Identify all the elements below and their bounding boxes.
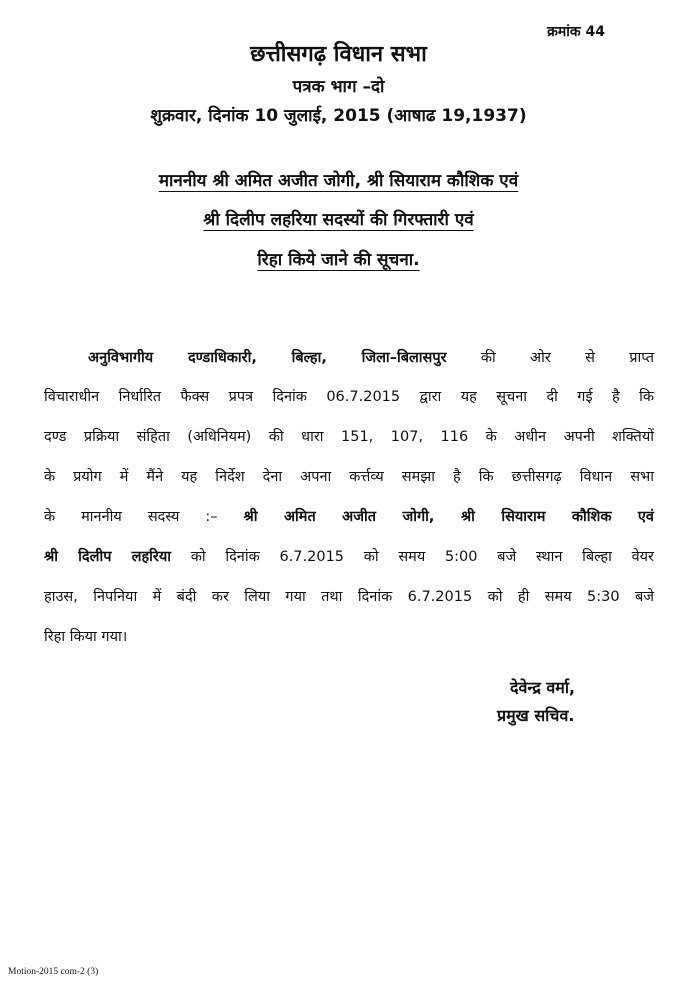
subject-text-1: माननीय श्री अमित अजीत जोगी, श्री सियाराम कौशिक एवं	[158, 171, 519, 191]
body-members-names: श्री अमित अजीत जोगी, श्री सियाराम कौशिक एवं	[243, 509, 654, 525]
subject-line-2	[0, 207, 677, 230]
body-line-6-rest: को दिनांक 6.7.2015 को समय 5:00 बजे स्थान बिल्हा वेयर	[171, 549, 654, 565]
subject-text-3: रिहा किये जाने की सूचना.	[257, 250, 420, 270]
body-line-5-prefix: के माननीय सदस्य :–	[44, 509, 244, 525]
body-official-name: अनुविभागीय दण्डाधिकारी, बिल्हा, जिला–बिलासपुर	[88, 350, 447, 366]
bulletin-date: शुक्रवार, दिनांक 10 जुलाई, 2015 (आषाढ 19,1937)	[150, 106, 527, 126]
signatory-designation: प्रमुख सचिव.	[497, 706, 575, 725]
body-line-4: के प्रयोग में मैंने यह निर्देश देना अपना कर्त्तव्य समझा है कि छत्तीसगढ़ विधान सभा	[44, 469, 654, 485]
body-line-3: दण्ड प्रक्रिया संहिता (अधिनियम) की धारा 151, 107, 116 के अधीन अपनी शक्तियों	[44, 429, 654, 445]
signatory-name: देवेन्द्र वर्मा,	[510, 678, 576, 697]
subject-line-3	[0, 247, 677, 270]
body-line-1	[44, 347, 654, 367]
body-line-1-rest: की ओर से प्राप्त	[446, 350, 654, 366]
body-line-8: रिहा किया गया।	[44, 629, 128, 645]
bulletin-part: पत्रक भाग –दो	[292, 77, 385, 97]
body-line-5	[44, 506, 654, 526]
subject-text-2: श्री दिलीप लहरिया सदस्यों की गिरफ्तारी एवं	[203, 210, 474, 230]
subject-line-1	[0, 168, 677, 191]
body-line-2: विचाराधीन निर्धारित फैक्स प्रपत्र दिनांक 06.7.2015 द्वारा यह सूचना दी गई है कि	[44, 389, 654, 405]
serial-number: क्रमांक 44	[547, 24, 605, 40]
body-line-6	[44, 546, 654, 566]
assembly-title: छत्तीसगढ़ विधान सभा	[250, 42, 427, 67]
body-line-7: हाउस, निपनिया में बंदी कर लिया गया तथा दिनांक 6.7.2015 को ही समय 5:30 बजे	[44, 589, 654, 605]
footer-reference: Motion-2015 com-2 (3)	[8, 967, 99, 977]
body-member-name: श्री दिलीप लहरिया	[44, 549, 171, 565]
